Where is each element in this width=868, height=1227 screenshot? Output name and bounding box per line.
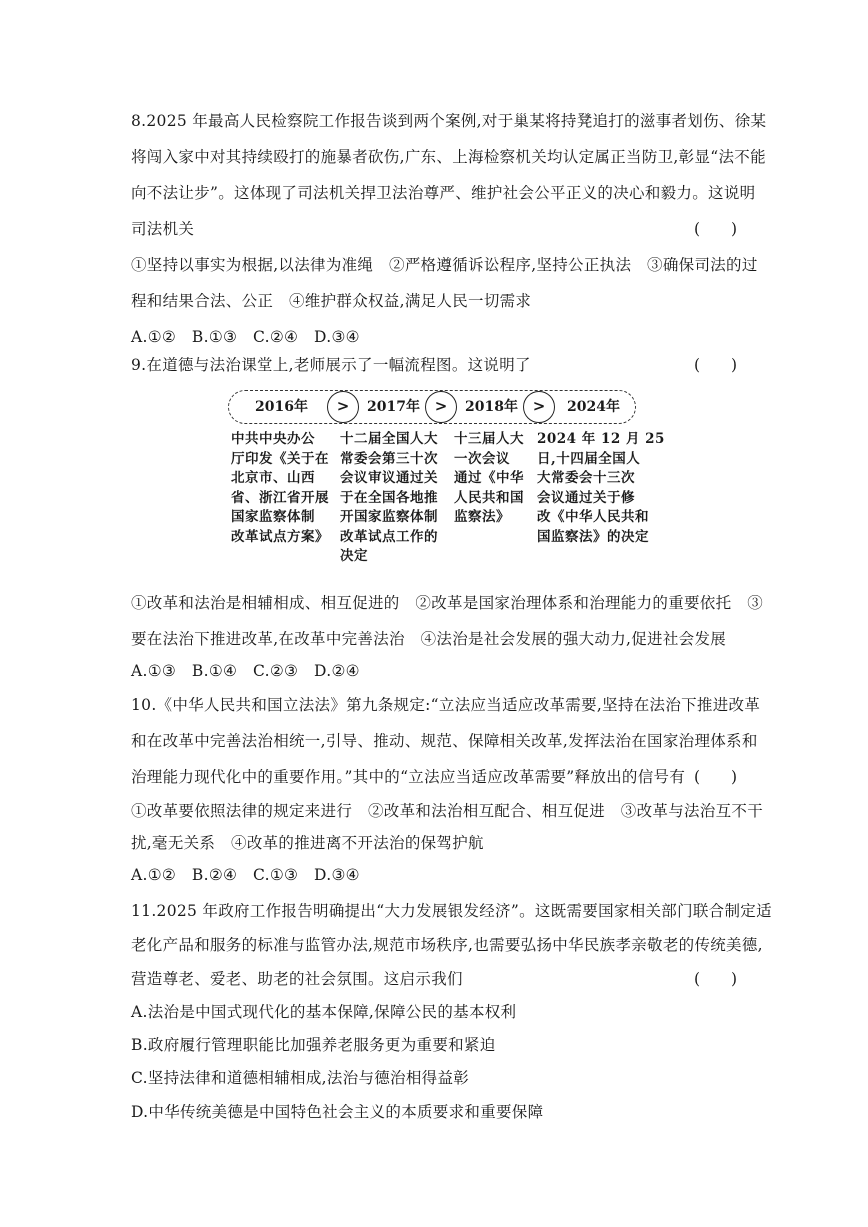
q10-choices: A.①② B.②④ C.①③ D.③④ — [131, 866, 360, 884]
q10-line-2: 和在改革中完善法治相统一,引导、推动、规范、保障相关改革,发挥法治在国家治理体系和 — [131, 732, 758, 750]
q9-options-line-2: 要在法治下推进改革,在改革中完善法治 ④法治是社会发展的强大动力,促进社会发展 — [131, 630, 727, 648]
q8-line-1: 8.2025 年最高人民检察院工作报告谈到两个案例,对于巢某将持凳追打的滋事者划伤、徐某 — [131, 112, 767, 130]
flow-desc-3: 十三届人大 一次会议 通过《中华 人民共和国 监察法》 — [454, 431, 524, 525]
flow-desc-1: 中共中央办公 厅印发《关于在 北京市、山西 省、浙江省开展 国家监察体制 改革试点方案》 — [231, 431, 329, 545]
q8-choices: A.①② B.①③ C.②④ D.③④ — [131, 328, 360, 346]
q8-options-line-1: ①坚持以事实为根据,以法律为准绳 ②严格遵循诉讼程序,坚持公正执法 ③确保司法的过 — [131, 256, 758, 274]
q9-options-line-1: ①改革和法治是相辅相成、相互促进的 ②改革是国家治理体系和治理能力的重要依托 ③ — [131, 594, 764, 612]
flow-year-2: 2017年 — [367, 399, 420, 415]
q9-stem: 9.在道德与法治课堂上,老师展示了一幅流程图。这说明了 — [131, 356, 531, 374]
q10-line-1: 10.《中华人民共和国立法法》第九条规定:“立法应当适应改革需要,坚持在法治下推进改革 — [131, 696, 761, 714]
flow-arrow-icon: > — [425, 391, 457, 423]
q10-options-line-1: ①改革要依照法律的规定来进行 ②改革和法治相互配合、相互促进 ③改革与法治互不干 — [131, 802, 764, 820]
flow-year-4: 2024年 — [567, 399, 620, 415]
q11-answer-paren: ( ) — [694, 970, 738, 988]
q9-choices: A.①③ B.①④ C.②③ D.②④ — [131, 662, 360, 680]
q8-line-2: 将闯入家中对其持续殴打的施暴者砍伤,广东、上海检察机关均认定属正当防卫,彰显“法不能 — [131, 148, 766, 166]
q10-answer-paren: ( ) — [694, 768, 738, 786]
q11-option-d: D.中华传统美德是中国特色社会主义的本质要求和重要保障 — [131, 1103, 544, 1121]
q11-line-1: 11.2025 年政府工作报告明确提出“大力发展银发经济”。这既需要国家相关部门联合制定适 — [131, 902, 772, 920]
flow-desc-4: 2024 年 12 月 25 日,十四届全国人 大常委会十三次 会议通过关于修 改《中华人民共和 国监察法》的决定 — [537, 431, 665, 545]
flow-arrow-icon: > — [523, 391, 555, 423]
q8-answer-paren: ( ) — [694, 220, 738, 238]
flow-year-3: 2018年 — [465, 399, 518, 415]
flow-arrow-icon: > — [327, 391, 359, 423]
q11-option-a: A.法治是中国式现代化的基本保障,保障公民的基本权利 — [131, 1003, 517, 1021]
q10-line-3: 治理能力现代化中的重要作用。”其中的“立法应当适应改革需要”释放出的信号有 — [131, 768, 686, 786]
flow-year-1: 2016年 — [255, 399, 308, 415]
q11-line-3: 营造尊老、爱老、助老的社会氛围。这启示我们 — [131, 970, 463, 988]
q8-options-line-2: 程和结果合法、公正 ④维护群众权益,满足人民一切需求 — [131, 292, 532, 310]
q8-line-3: 向不法让步”。这体现了司法机关捍卫法治尊严、维护社会公平正义的决心和毅力。这说明 — [131, 184, 756, 202]
q8-line-4: 司法机关 — [131, 220, 195, 238]
flow-desc-2: 十二届全国人大 常委会第三十次 会议审议通过关 于在全国各地推 开国家监察体制 改革试点工作的 决定 — [340, 431, 438, 564]
q10-options-line-2: 扰,毫无关系 ④改革的推进离不开法治的保驾护航 — [131, 834, 484, 852]
q11-option-c: C.坚持法律和道德相辅相成,法治与德治相得益彰 — [131, 1069, 470, 1087]
q11-line-2: 老化产品和服务的标准与监管办法,规范市场秩序,也需要弘扬中华民族孝亲敬老的传统美德, — [131, 936, 763, 954]
q11-option-b: B.政府履行管理职能比加强养老服务更为重要和紧迫 — [131, 1036, 496, 1054]
q9-answer-paren: ( ) — [694, 356, 738, 374]
